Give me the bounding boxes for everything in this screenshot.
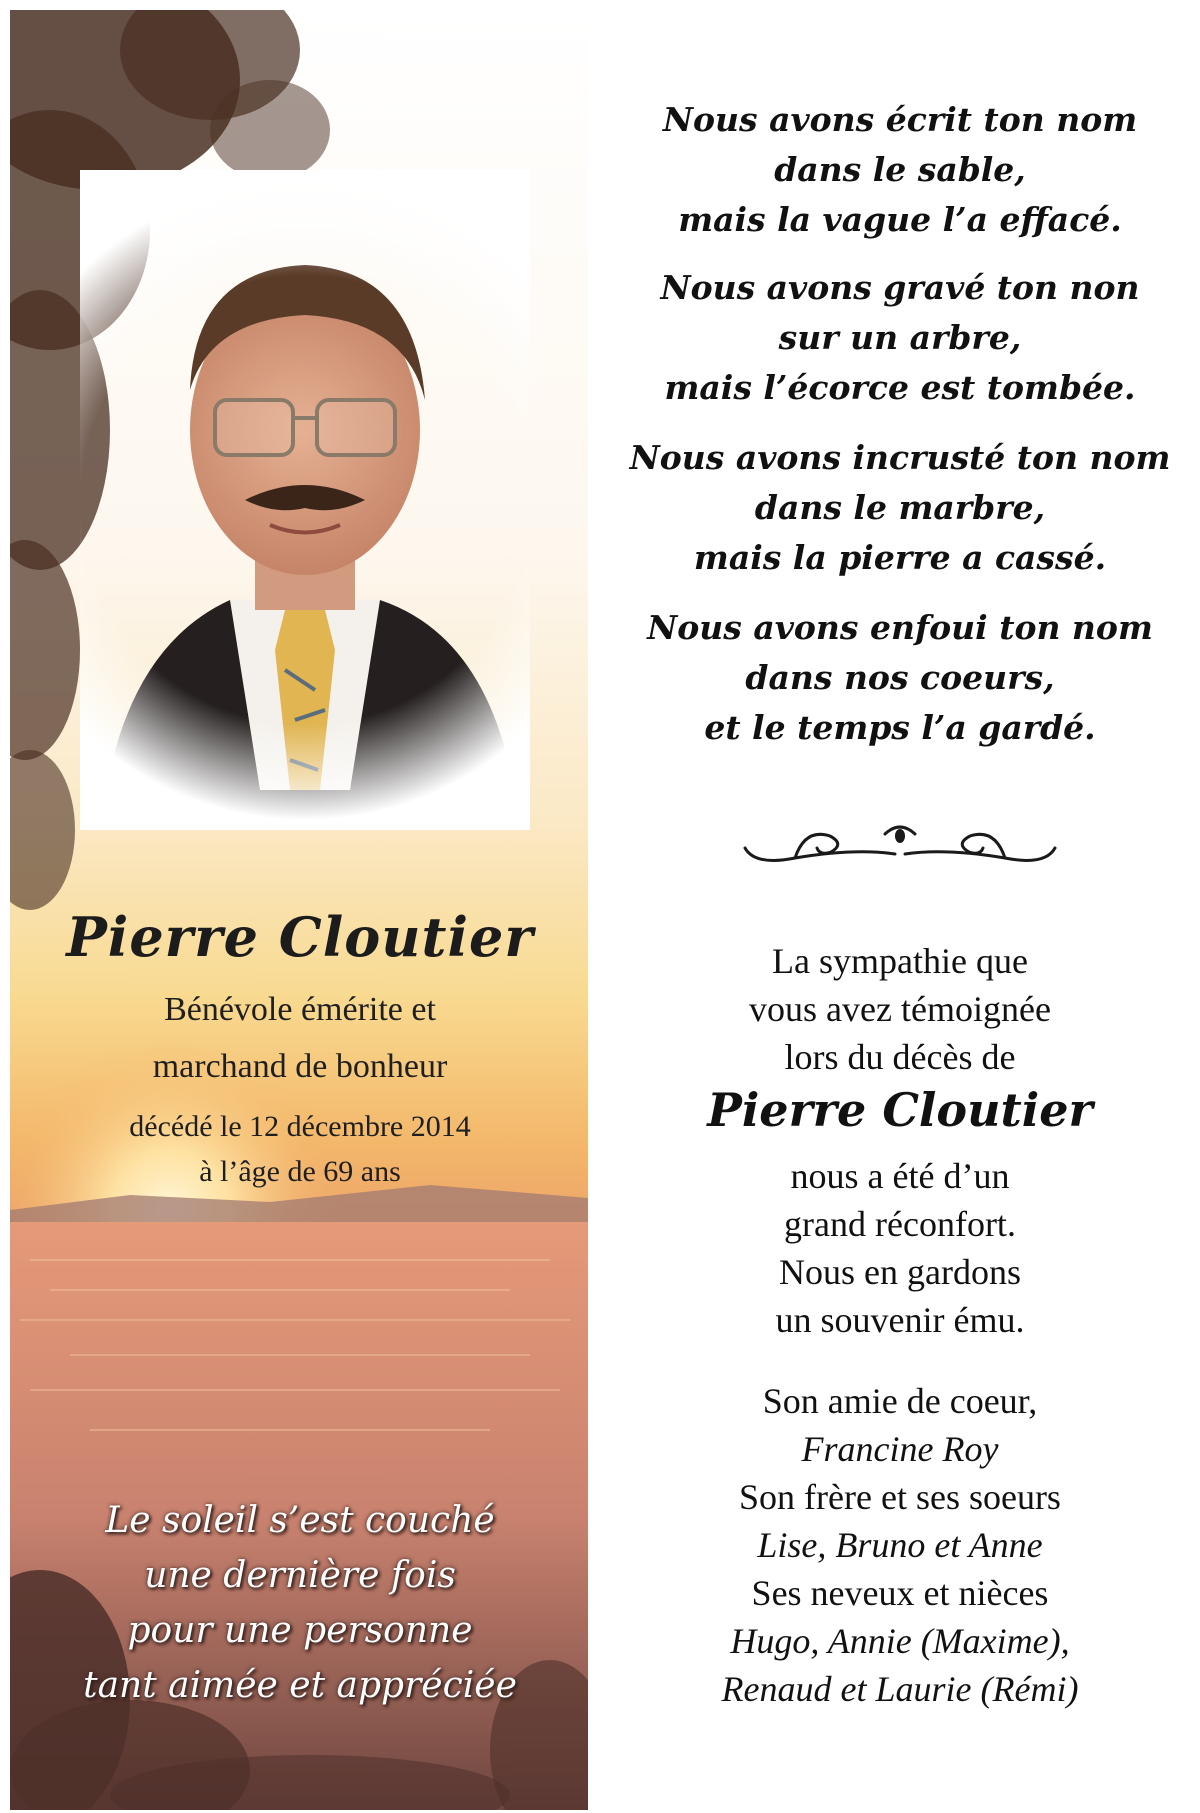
memorial-right-panel <box>600 0 1200 1813</box>
subtitle-line-2: marchand de bonheur <box>152 1048 448 1085</box>
family-names: Lise, Bruno et Anne <box>757 1525 1043 1565</box>
age-at-death: à l’âge de 69 ans <box>199 1155 401 1188</box>
subtitle-line-1: Bénévole émérite et <box>164 991 436 1028</box>
thanks-deceased-name: Pierre Cloutier <box>707 1083 1093 1137</box>
portrait-photo <box>80 170 530 830</box>
family-line: Son frère et ses soeurs <box>739 1477 1061 1517</box>
sunset-quote-line: tant aimée et appréciée <box>83 1665 517 1706</box>
thanks-line: La sympathie que <box>772 941 1028 981</box>
thanks-line: nous a été d’un <box>790 1156 1010 1196</box>
poem-line: mais l’écorce est tombée. <box>664 368 1136 407</box>
thanks-line: un souvenir ému. <box>775 1300 1025 1340</box>
poem-line: Nous avons écrit ton nom <box>662 100 1138 139</box>
poem-line: Nous avons gravé ton non <box>660 268 1140 307</box>
poem-line: sur un arbre, <box>778 318 1022 357</box>
poem-line: mais la vague l’a effacé. <box>678 200 1122 239</box>
family-names: Hugo, Annie (Maxime), <box>730 1621 1070 1661</box>
poem-line: Nous avons incrusté ton nom <box>629 438 1171 477</box>
poem-line: dans le sable, <box>774 150 1026 189</box>
poem-line: dans nos coeurs, <box>745 658 1055 697</box>
memorial-left-panel <box>10 10 588 1810</box>
family-names: Francine Roy <box>801 1429 999 1469</box>
thanks-line: Nous en gardons <box>779 1252 1021 1292</box>
deceased-name: Pierre Cloutier <box>66 905 534 969</box>
death-date: décédé le 12 décembre 2014 <box>129 1110 471 1143</box>
poem-line: Nous avons enfoui ton nom <box>647 608 1153 647</box>
sunset-quote-line: Le soleil s’est couché <box>105 1500 495 1541</box>
family-line: Ses neveux et nièces <box>751 1573 1049 1613</box>
sunset-quote-line: pour une personne <box>127 1610 473 1651</box>
poem-line: et le temps l’a gardé. <box>704 708 1096 747</box>
thanks-line: grand réconfort. <box>784 1204 1016 1244</box>
sunset-quote-line: une dernière fois <box>144 1555 456 1596</box>
flourish-divider <box>735 808 1065 878</box>
portrait-illustration <box>80 170 530 830</box>
family-names: Renaud et Laurie (Rémi) <box>721 1669 1079 1709</box>
poem-line: dans le marbre, <box>754 488 1046 527</box>
family-line: Son amie de coeur, <box>762 1381 1038 1421</box>
poem-line: mais la pierre a cassé. <box>693 538 1107 577</box>
thanks-line: vous avez témoignée <box>749 989 1051 1029</box>
thanks-line: lors du décès de <box>784 1037 1016 1077</box>
